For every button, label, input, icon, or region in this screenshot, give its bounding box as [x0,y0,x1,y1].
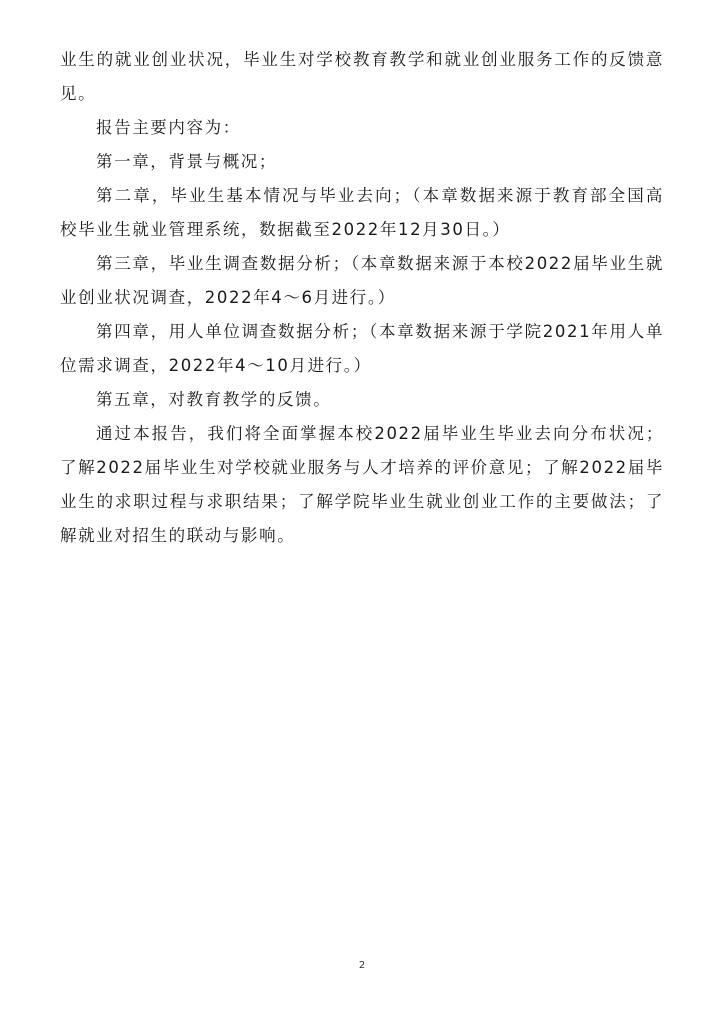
paragraph-report-contents-heading: 报告主要内容为： [96,118,241,137]
paragraph-chapter-2: 第二章，毕业生基本情况与毕业去向；（本章数据来源于教育部全国高校毕业生就业管理系统，数据截至2022年12月30日。） [60,186,664,239]
paragraph-chapter-3: 第三章，毕业生调查数据分析；（本章数据来源于本校2022届毕业生就业创业状况调查，2022年4～6月进行。） [60,254,664,307]
page-number: 2 [358,960,366,971]
paragraph-chapter-5: 第五章，对教育教学的反馈。 [96,390,332,409]
paragraph-report-purpose: 通过本报告，我们将全面掌握本校2022届毕业生毕业去向分布状况；了解2022届毕业生对学校就业服务与人才培养的评价意见；了解2022届毕业生的求职过程与求职结果；了解学院毕业生就业创业工作的主要做法；了解就业对招生的联动与影响。 [60,424,664,545]
paragraph-intro-continuation: 业生的就业创业状况，毕业生对学校教育教学和就业创业服务工作的反馈意见。 [60,50,664,103]
paragraph-chapter-1: 第一章，背景与概况； [96,152,277,171]
body-text [60,43,664,553]
paragraph-chapter-4: 第四章，用人单位调查数据分析；（本章数据来源于学院2021年用人单位需求调查，2022年4～10月进行。） [60,322,664,375]
